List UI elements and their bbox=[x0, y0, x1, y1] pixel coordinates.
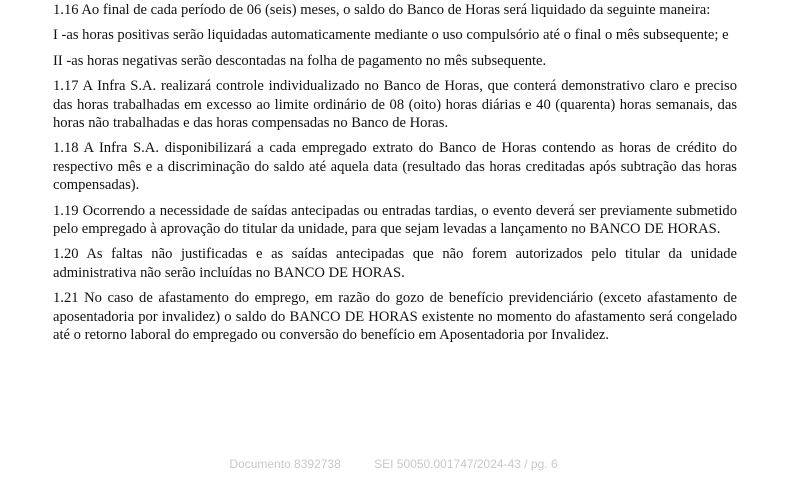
document-id: Documento 8392738 bbox=[229, 457, 341, 471]
paragraph-1-16: 1.16 Ao final de cada período de 06 (seis) meses, o saldo do Banco de Horas será liquidado da seguinte maneira: bbox=[53, 2, 711, 18]
paragraph-item-ii: II -as horas negativas serão descontadas na folha de pagamento no mês subsequente. bbox=[53, 52, 547, 69]
paragraph-1-20: 1.20 As faltas não justificadas e as saídas antecipadas que não forem autorizados pelo titular da unidade administrativa não serão incluídas no BANCO DE HORAS. bbox=[53, 246, 737, 281]
paragraph-1-19: 1.19 Ocorrendo a necessidade de saídas antecipadas ou entradas tardias, o evento deverá ser previamente submetido pelo empregado à aprovação do titular da unidade, para que sejam levadas a lançamento no BANCO DE HORAS. bbox=[53, 202, 737, 238]
page-footer bbox=[0, 457, 787, 471]
document-body bbox=[53, 1, 737, 352]
paragraph-1-17: 1.17 A Infra S.A. realizará controle individualizado no Banco de Horas, que conterá demonstrativo claro e preciso das horas trabalhadas em excesso ao limite ordinário de 08 (oito) horas diárias e 40 (quarenta) horas semanais, das horas não trabalhadas e das horas compensadas no Banco de Horas. bbox=[53, 78, 737, 132]
paragraph-1-18: 1.18 A Infra S.A. disponibilizará a cada empregado extrato do Banco de Horas contendo as horas de crédito do respectivo mês e a discriminação do saldo até aquela data (resultado das horas creditadas após subtração das horas compensadas). bbox=[53, 140, 737, 194]
sei-page-reference: SEI 50050.001747/2024-43 / pg. 6 bbox=[374, 457, 558, 471]
paragraph-1-21: 1.21 No caso de afastamento do emprego, em razão do gozo de benefício previdenciário (exceto afastamento de aposentadoria por invalidez) o saldo do BANCO DE HORAS existente no momento do afastamento será congelado até o retorno laboral do empregado ou conversão do benefício em Aposentadoria por Invalidez. bbox=[53, 290, 737, 344]
paragraph-item-i: I -as horas positivas serão liquidadas automaticamente mediante o uso compulsório até o final o mês subsequente; e bbox=[53, 27, 729, 44]
